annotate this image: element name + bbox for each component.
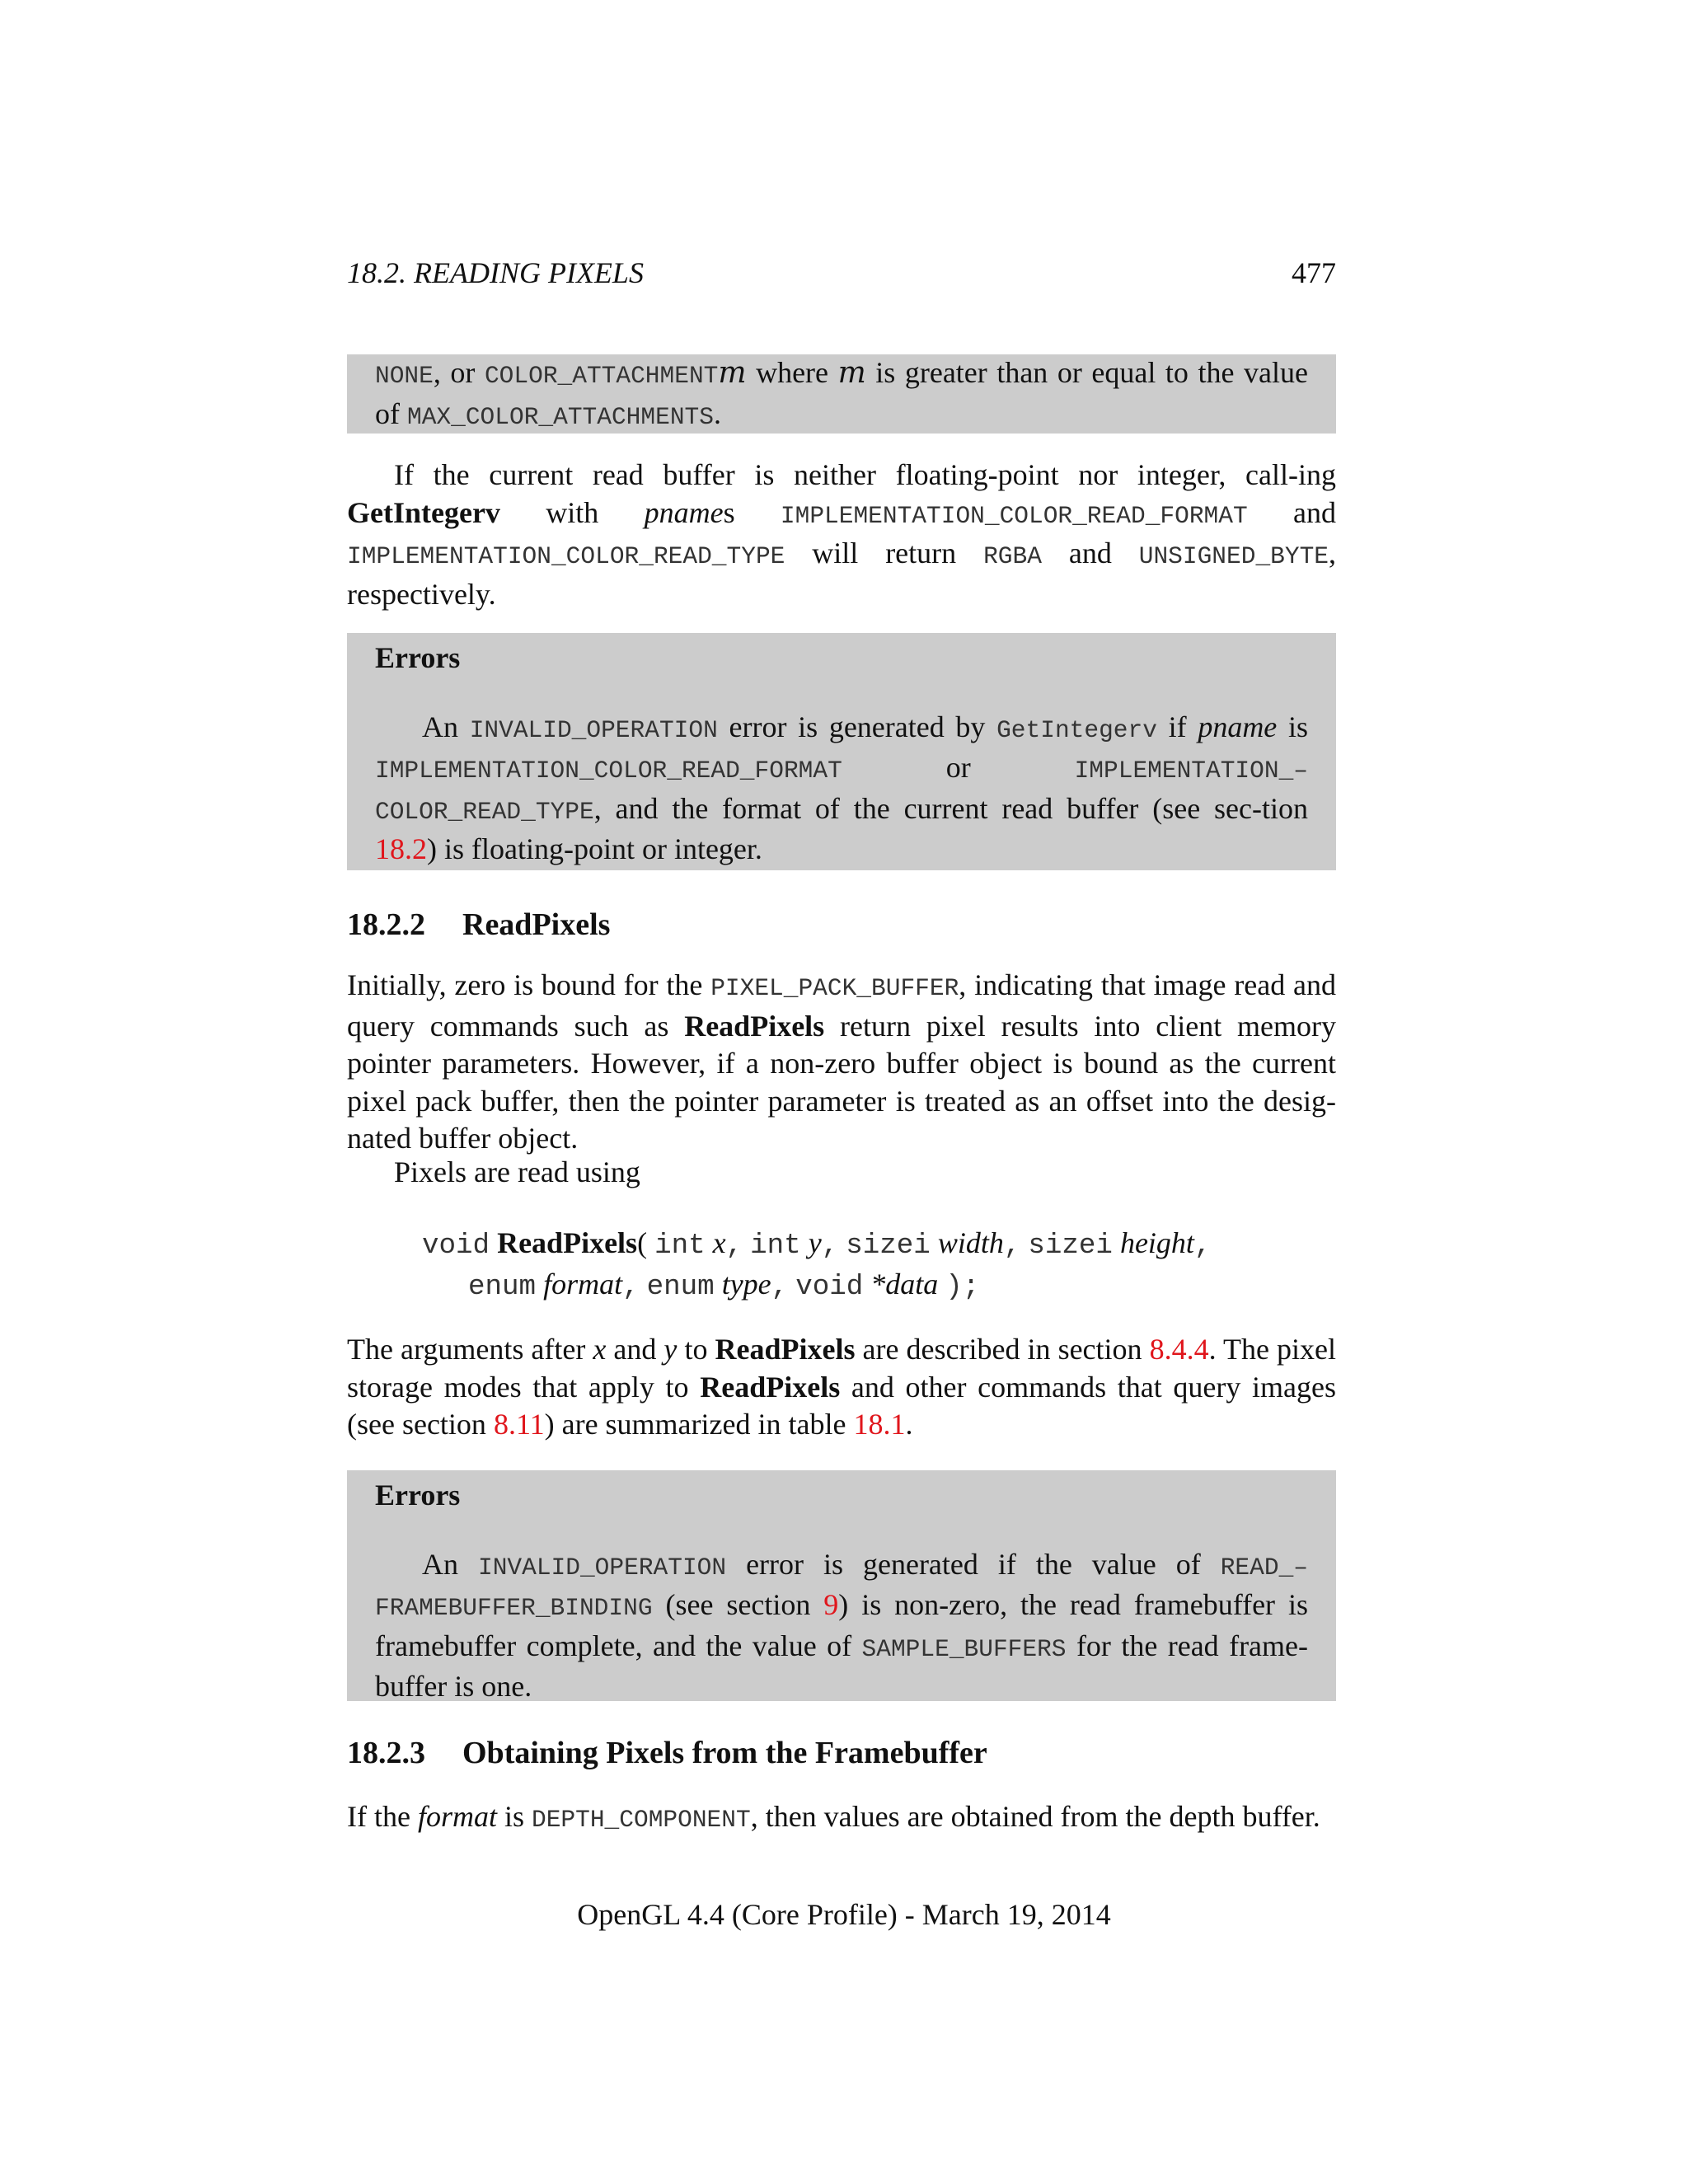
section-link[interactable]: 18.2 xyxy=(375,832,427,865)
text-run: If the xyxy=(347,1800,418,1833)
punct: , xyxy=(771,1272,789,1303)
code-term: COLOR_ATTACHMENT xyxy=(484,362,719,390)
function-name: ReadPixels xyxy=(497,1226,638,1259)
paragraph-implementation-color xyxy=(347,457,1336,613)
param-name: pname xyxy=(1198,710,1278,743)
math-var: m xyxy=(837,356,866,390)
text-run: , indicating that image read and query commands such as xyxy=(347,968,1336,1043)
code-term: UNSIGNED_BYTE xyxy=(1138,542,1329,570)
type-keyword: enum xyxy=(468,1272,537,1303)
error-box-continued xyxy=(347,354,1336,434)
type-keyword: sizei xyxy=(1028,1230,1113,1262)
section-title: ReadPixels xyxy=(462,907,611,942)
math-var: m xyxy=(718,356,747,390)
code-term: GetIntegerv xyxy=(996,715,1157,744)
text-run: are described in section xyxy=(855,1333,1150,1366)
type-keyword: void xyxy=(422,1230,490,1262)
code-term: RGBA xyxy=(983,542,1042,570)
param-name: x xyxy=(712,1226,726,1259)
code-term: PIXEL_PACK_BUFFER xyxy=(710,974,959,1002)
errors-box-readpixels xyxy=(347,1470,1336,1701)
command-name: ReadPixels xyxy=(700,1370,841,1404)
text-run: If the current read buffer is neither floating-point nor integer, call-ing xyxy=(394,458,1336,491)
text-run: and xyxy=(1041,537,1139,569)
code-term: SAMPLE_BUFFERS xyxy=(861,1634,1067,1663)
command-name: ReadPixels xyxy=(715,1333,856,1366)
page-number: 477 xyxy=(1292,256,1336,289)
text-run: with xyxy=(499,495,645,529)
text-run: The arguments after xyxy=(347,1333,593,1366)
text-run: . The pixel storage modes that apply to xyxy=(347,1333,1336,1404)
command-name: ReadPixels xyxy=(684,1009,825,1043)
param-name: pname xyxy=(644,495,724,529)
text-run: , and the format of the current read buffer (see sec-tion xyxy=(593,791,1308,825)
param-name: type xyxy=(721,1268,771,1301)
section-title: Obtaining Pixels from the Framebuffer xyxy=(462,1736,987,1770)
code-term: MAX_COLOR_ATTACHMENTS xyxy=(407,402,714,431)
section-heading-obtaining-pixels xyxy=(347,1735,987,1771)
running-header xyxy=(347,255,1336,290)
section-number: 18.2.3 xyxy=(347,1736,425,1770)
text-run: is xyxy=(496,1800,532,1833)
text-run: ) is floating-point or integer. xyxy=(427,832,762,865)
punct: , xyxy=(1003,1230,1021,1262)
text-run: error is generated if the value of xyxy=(726,1547,1221,1581)
text-run: where xyxy=(746,356,838,389)
punct: , xyxy=(821,1230,839,1262)
text-run: if xyxy=(1156,710,1198,743)
text-run: An xyxy=(422,1547,478,1581)
punct: , xyxy=(1193,1230,1212,1262)
param-name: x xyxy=(593,1333,607,1366)
code-term: READ_–FRAMEBUFFER_BINDING xyxy=(375,1553,1308,1622)
error-box-continued-text xyxy=(375,354,1308,436)
text-run: ) is non-zero, the read framebuffer is framebuffer complete, and the value of xyxy=(375,1588,1308,1662)
code-term: NONE xyxy=(375,362,434,390)
text-run: or xyxy=(842,751,1075,784)
text-run: , or xyxy=(433,356,485,389)
text-run: s xyxy=(723,495,781,529)
text-run: (see section xyxy=(652,1588,824,1621)
code-term: IMPLEMENTATION_COLOR_READ_TYPE xyxy=(347,542,785,570)
errors-heading: Errors xyxy=(375,1479,461,1511)
prototype-line-2 xyxy=(422,1265,1211,1306)
text-run: . xyxy=(713,396,721,430)
text-run: to xyxy=(677,1333,715,1366)
punct: , xyxy=(622,1272,640,1303)
code-term: IMPLEMENTATION_–COLOR_READ_TYPE xyxy=(375,757,1308,826)
command-name: GetIntegerv xyxy=(347,495,500,529)
paragraph-depth-component xyxy=(347,1798,1336,1840)
text-run: return pixel results into client memory pointer parameters. However, if a non-zero buffer object is bound as the current pixel pack buffer, then the pointer parameter is treated as an offset into the desig-nated buffer object. xyxy=(347,1009,1336,1155)
text-run: is greater than or equal to the value of xyxy=(375,356,1308,430)
param-name: y xyxy=(663,1333,678,1366)
param-name: width xyxy=(937,1226,1004,1259)
section-heading-readpixels xyxy=(347,907,610,943)
punct: ); xyxy=(945,1272,980,1303)
param-name: height xyxy=(1119,1226,1194,1259)
type-keyword: enum xyxy=(646,1272,715,1303)
code-term: IMPLEMENTATION_COLOR_READ_FORMAT xyxy=(375,757,842,785)
text-run: An xyxy=(422,710,470,743)
paragraph-pixel-pack-buffer xyxy=(347,967,1336,1158)
paragraph-pixels-read-using: Pixels are read using xyxy=(394,1155,640,1188)
param-name: *data xyxy=(870,1268,939,1301)
text-run: for the read frame-buffer is one. xyxy=(375,1629,1309,1703)
function-prototype xyxy=(422,1224,1211,1306)
text-run: error is generated by xyxy=(717,710,997,743)
errors-heading: Errors xyxy=(375,641,461,674)
section-number: 18.2.2 xyxy=(347,907,425,942)
text-run: , then values are obtained from the depth buffer. xyxy=(750,1800,1320,1833)
text-run: Initially, zero is bound for the xyxy=(347,968,711,1001)
section-link[interactable]: 9 xyxy=(823,1588,839,1621)
param-name: format xyxy=(543,1268,623,1301)
prototype-line-1 xyxy=(422,1224,1211,1265)
type-keyword: void xyxy=(795,1272,864,1303)
code-term: DEPTH_COMPONENT xyxy=(532,1806,751,1834)
type-keyword: sizei xyxy=(846,1230,931,1262)
text-run: and xyxy=(1247,495,1336,529)
errors-box-getintegerv xyxy=(347,633,1336,870)
paragraph-arguments xyxy=(347,1331,1336,1444)
text-run: and other commands that query images (see section xyxy=(347,1370,1336,1441)
text-run: , respectively. xyxy=(347,537,1337,611)
code-term: INVALID_OPERATION xyxy=(469,715,718,744)
header-section-title: 18.2. READING PIXELS xyxy=(347,256,644,289)
text-run: . xyxy=(905,1408,913,1441)
code-term: INVALID_OPERATION xyxy=(477,1553,727,1582)
section-link[interactable]: 8.4.4 xyxy=(1149,1333,1209,1366)
text-run: is xyxy=(1277,710,1308,743)
page-footer: OpenGL 4.4 (Core Profile) - March 19, 2014 xyxy=(577,1898,1111,1931)
section-link[interactable]: 8.11 xyxy=(493,1408,545,1441)
errors-text xyxy=(375,709,1308,869)
text-run: and xyxy=(606,1333,664,1366)
param-name: format xyxy=(417,1800,497,1833)
text-run: will return xyxy=(785,537,984,569)
code-term: IMPLEMENTATION_COLOR_READ_FORMAT xyxy=(780,501,1248,530)
type-keyword: int xyxy=(654,1230,706,1262)
punct: ( xyxy=(637,1226,648,1259)
errors-text xyxy=(375,1546,1308,1706)
type-keyword: int xyxy=(750,1230,801,1262)
param-name: y xyxy=(808,1226,822,1259)
punct: , xyxy=(725,1230,743,1262)
text-run: ) are summarized in table xyxy=(544,1408,854,1441)
table-link[interactable]: 18.1 xyxy=(853,1408,906,1441)
